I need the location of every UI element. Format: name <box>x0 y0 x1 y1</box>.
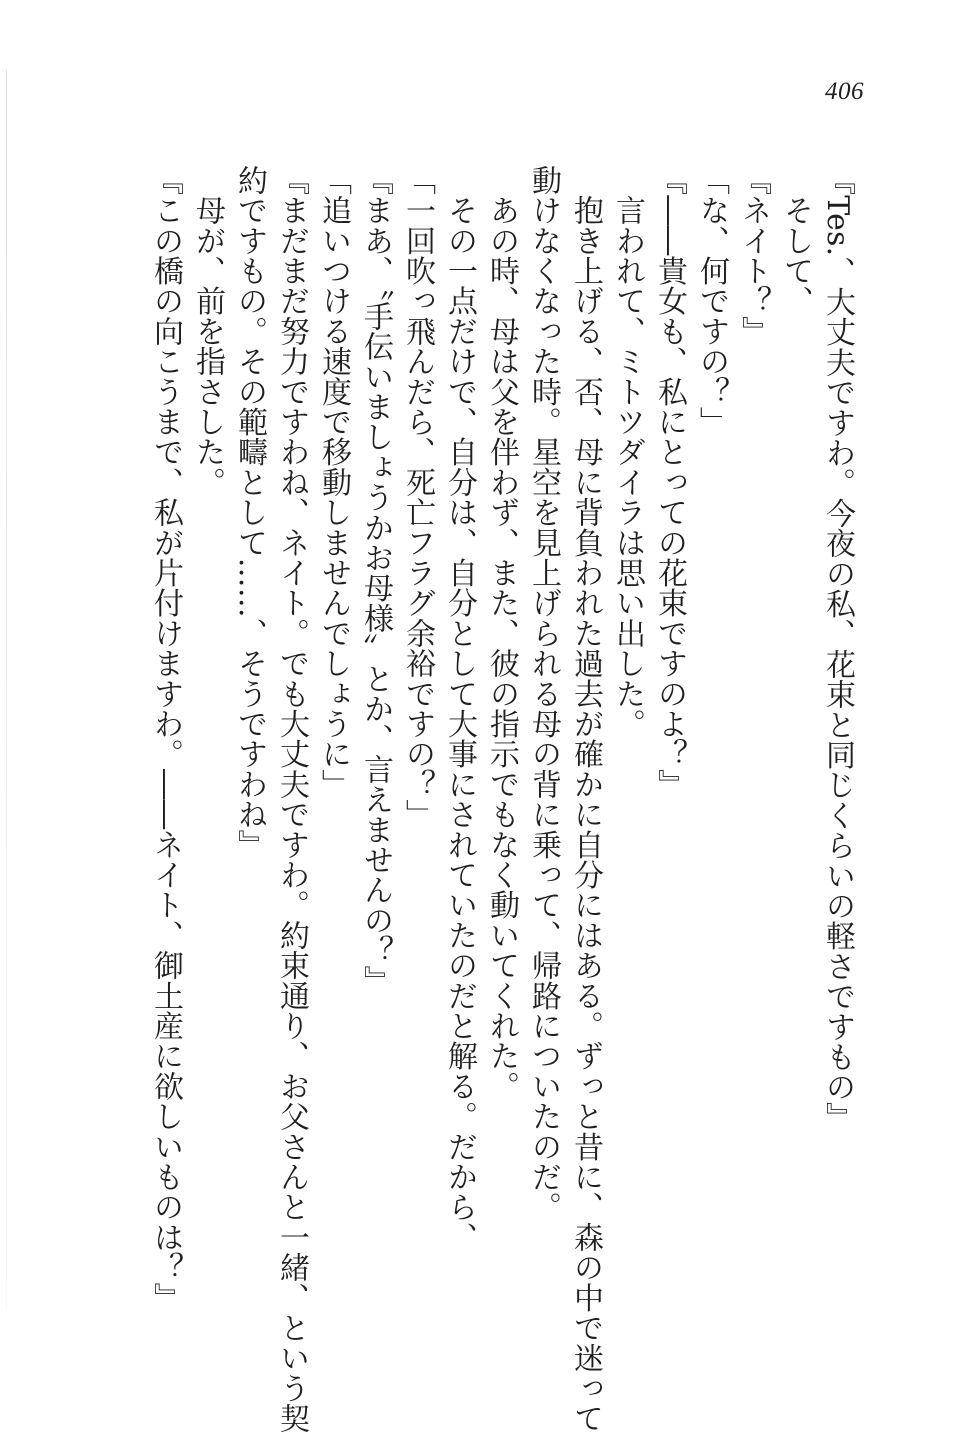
scan-edge-mark <box>6 70 7 1310</box>
text-line: 約ですもの。その範疇として……、そうですわね』 <box>232 165 267 860</box>
text-line: 「な、何ですの？」 <box>694 165 729 437</box>
text-line: あの時、母は父を伴わず、また、彼の指示でもなく動いてくれた。 <box>484 165 519 1102</box>
text-line: 『Tes.、大丈夫ですわ。今夜の私、花束と同じくらいの軽さですもの』 <box>820 165 855 1133</box>
text-line: 『この橋の向こうまで、私が片付けますわ。――ネイト、御土産に欲しいものは？』 <box>148 165 183 1313</box>
text-line: 「追いつける速度で移動しませんでしょうに」 <box>316 165 351 800</box>
text-line: 抱き上げる、否、母に背負われた過去が確かに自分にはある。ずっと昔に、森の中で迷って <box>568 165 603 1433</box>
text-line: その一点だけで、自分は、自分として大事にされていたのだと解る。だから、 <box>442 165 477 1253</box>
text-line: 『まあ、〝手伝いましょうかお母様〟とか、言えませんの？』 <box>358 165 393 996</box>
text-line: 『ネイト？』 <box>736 165 771 347</box>
text-line: 『まだまだ努力ですわね、ネイト。でも大丈夫ですわ。約束通り、お父さんと一緒、という契 <box>274 165 309 1433</box>
page-number: 406 <box>825 78 864 105</box>
text-line: 『――貴女も、私にとっての花束ですのよ？』 <box>652 165 687 800</box>
text-line: 動けなくなった時。星空を見上げられる母の背に乗って、帰路についたのだ。 <box>526 165 561 1222</box>
text-line: そして、 <box>778 165 813 316</box>
text-line: 母が、前を指さした。 <box>190 165 225 498</box>
vertical-text-block <box>144 165 858 1433</box>
text-line: 「一回吹っ飛んだら、死亡フラグ余裕ですの？」 <box>400 165 435 830</box>
text-line: 言われて、ミトツダイラは思い出した。 <box>610 165 645 739</box>
